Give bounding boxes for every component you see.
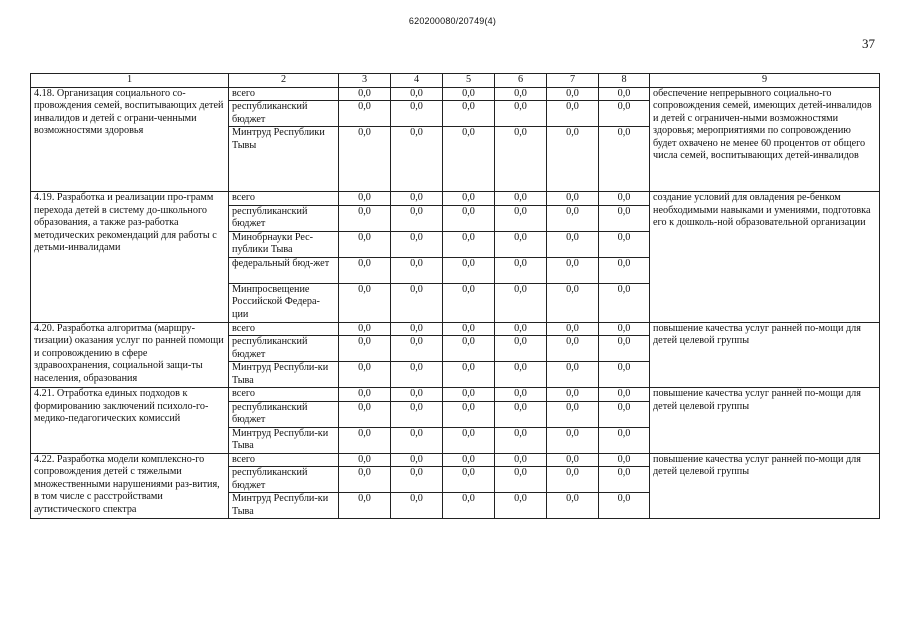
- expected-result: повышение качества услуг ранней по-мощи для детей целевой группы: [650, 388, 880, 454]
- value-cell: 0,0: [547, 257, 599, 283]
- funding-source: всего: [229, 192, 339, 206]
- value-cell: 0,0: [443, 336, 495, 362]
- measure-name: 4.19. Разработка и реализации про-грамм перехода детей в систему до-школьного образования, а также раз-работка методических рекомендаций для работы с детьми-инвалидами: [31, 192, 229, 323]
- value-cell: 0,0: [599, 401, 650, 427]
- value-cell: 0,0: [339, 205, 391, 231]
- value-cell: 0,0: [547, 427, 599, 453]
- funding-source: Минтруд Республи-ки Тыва: [229, 427, 339, 453]
- value-cell: 0,0: [391, 362, 443, 388]
- value-cell: 0,0: [391, 87, 443, 101]
- value-cell: 0,0: [547, 467, 599, 493]
- value-cell: 0,0: [495, 322, 547, 336]
- value-cell: 0,0: [339, 467, 391, 493]
- table-row: [31, 388, 880, 402]
- expected-result: повышение качества услуг ранней по-мощи для детей целевой группы: [650, 453, 880, 519]
- value-cell: 0,0: [547, 493, 599, 519]
- expected-result: обеспечение непрерывного социально-го сопровождения семей, имеющих детей-инвалидов и детей с ограничен-ными возможностями здоровья; мероприятиями по сопровождению будет охвачено не менее 60 процентов от общего числа семей, воспитывающих детей-инвалидов: [650, 87, 880, 192]
- measures-table: [30, 73, 880, 519]
- value-cell: 0,0: [443, 388, 495, 402]
- value-cell: 0,0: [391, 467, 443, 493]
- value-cell: 0,0: [339, 336, 391, 362]
- value-cell: 0,0: [443, 231, 495, 257]
- value-cell: 0,0: [495, 87, 547, 101]
- value-cell: 0,0: [443, 467, 495, 493]
- funding-source: Минобрнауки Рес-публики Тыва: [229, 231, 339, 257]
- value-cell: 0,0: [495, 467, 547, 493]
- value-cell: 0,0: [391, 427, 443, 453]
- value-cell: 0,0: [391, 127, 443, 192]
- value-cell: 0,0: [599, 322, 650, 336]
- column-numbers-row: [31, 74, 880, 88]
- value-cell: 0,0: [339, 322, 391, 336]
- column-header: 7: [547, 74, 599, 88]
- value-cell: 0,0: [599, 231, 650, 257]
- value-cell: 0,0: [495, 127, 547, 192]
- value-cell: 0,0: [391, 336, 443, 362]
- value-cell: 0,0: [599, 101, 650, 127]
- value-cell: 0,0: [443, 283, 495, 322]
- value-cell: 0,0: [547, 388, 599, 402]
- value-cell: 0,0: [547, 453, 599, 467]
- value-cell: 0,0: [495, 388, 547, 402]
- value-cell: 0,0: [547, 205, 599, 231]
- funding-source: всего: [229, 322, 339, 336]
- value-cell: 0,0: [391, 388, 443, 402]
- funding-source: Минтруд Республи-ки Тыва: [229, 362, 339, 388]
- value-cell: 0,0: [547, 127, 599, 192]
- value-cell: 0,0: [443, 493, 495, 519]
- measure-name: 4.18. Организация социального со-провождения семей, воспитывающих детей инвалидов и детей с ограни-ченными возможностями здоровья: [31, 87, 229, 192]
- value-cell: 0,0: [391, 401, 443, 427]
- funding-source: Минтруд Республики Тывы: [229, 127, 339, 192]
- value-cell: 0,0: [391, 205, 443, 231]
- value-cell: 0,0: [391, 192, 443, 206]
- value-cell: 0,0: [391, 231, 443, 257]
- funding-source: республиканский бюджет: [229, 336, 339, 362]
- value-cell: 0,0: [443, 453, 495, 467]
- value-cell: 0,0: [391, 101, 443, 127]
- value-cell: 0,0: [443, 192, 495, 206]
- funding-source: республиканский бюджет: [229, 467, 339, 493]
- value-cell: 0,0: [391, 322, 443, 336]
- value-cell: 0,0: [443, 205, 495, 231]
- value-cell: 0,0: [495, 336, 547, 362]
- funding-source: Минпросвещение Российской Федера-ции: [229, 283, 339, 322]
- funding-source: всего: [229, 453, 339, 467]
- value-cell: 0,0: [547, 362, 599, 388]
- value-cell: 0,0: [547, 401, 599, 427]
- value-cell: 0,0: [599, 388, 650, 402]
- value-cell: 0,0: [391, 257, 443, 283]
- value-cell: 0,0: [339, 362, 391, 388]
- value-cell: 0,0: [547, 336, 599, 362]
- funding-source: федеральный бюд-жет: [229, 257, 339, 283]
- value-cell: 0,0: [443, 362, 495, 388]
- table-row: [31, 322, 880, 336]
- table-row: [31, 87, 880, 101]
- value-cell: 0,0: [495, 283, 547, 322]
- value-cell: 0,0: [599, 127, 650, 192]
- column-header: 1: [31, 74, 229, 88]
- funding-source: всего: [229, 87, 339, 101]
- value-cell: 0,0: [495, 257, 547, 283]
- column-header: 9: [650, 74, 880, 88]
- value-cell: 0,0: [391, 283, 443, 322]
- column-header: 2: [229, 74, 339, 88]
- value-cell: 0,0: [547, 283, 599, 322]
- value-cell: 0,0: [339, 401, 391, 427]
- value-cell: 0,0: [339, 231, 391, 257]
- value-cell: 0,0: [495, 453, 547, 467]
- value-cell: 0,0: [495, 192, 547, 206]
- measure-name: 4.20. Разработка алгоритма (маршру-тизации) оказания услуг по ранней помощи и сопровождению в сфере здравоохранения, социальной защи-ты населения, образования: [31, 322, 229, 388]
- measure-name: 4.22. Разработка модели комплексно-го сопровождения детей с тяжелыми множественными нарушениями раз-вития, в том числе с расстройствами аутистического спектра: [31, 453, 229, 519]
- expected-result: создание условий для овладения ре-бенком необходимыми навыками и умениями, подготовка его к дошколь-ной образовательной организации: [650, 192, 880, 323]
- value-cell: 0,0: [599, 467, 650, 493]
- value-cell: 0,0: [495, 205, 547, 231]
- value-cell: 0,0: [339, 283, 391, 322]
- value-cell: 0,0: [599, 257, 650, 283]
- value-cell: 0,0: [443, 87, 495, 101]
- column-header: 3: [339, 74, 391, 88]
- value-cell: 0,0: [547, 322, 599, 336]
- value-cell: 0,0: [495, 101, 547, 127]
- measure-name: 4.21. Отработка единых подходов к формированию заключений психоло-го-медико-педагогических комиссий: [31, 388, 229, 454]
- value-cell: 0,0: [339, 257, 391, 283]
- value-cell: 0,0: [339, 127, 391, 192]
- funding-source: республиканский бюджет: [229, 205, 339, 231]
- column-header: 5: [443, 74, 495, 88]
- value-cell: 0,0: [599, 192, 650, 206]
- column-header: 8: [599, 74, 650, 88]
- value-cell: 0,0: [599, 493, 650, 519]
- funding-source: Минтруд Республи-ки Тыва: [229, 493, 339, 519]
- value-cell: 0,0: [495, 427, 547, 453]
- expected-result: повышение качества услуг ранней по-мощи для детей целевой группы: [650, 322, 880, 388]
- document-id: 620200080/20749(4): [408, 16, 497, 26]
- value-cell: 0,0: [495, 401, 547, 427]
- page-number: 37: [862, 36, 875, 51]
- value-cell: 0,0: [495, 362, 547, 388]
- column-header: 4: [391, 74, 443, 88]
- funding-source: республиканский бюджет: [229, 101, 339, 127]
- column-header: 6: [495, 74, 547, 88]
- value-cell: 0,0: [339, 453, 391, 467]
- value-cell: 0,0: [391, 493, 443, 519]
- table-row: [31, 453, 880, 467]
- value-cell: 0,0: [547, 87, 599, 101]
- value-cell: 0,0: [443, 322, 495, 336]
- value-cell: 0,0: [391, 453, 443, 467]
- value-cell: 0,0: [443, 101, 495, 127]
- value-cell: 0,0: [495, 231, 547, 257]
- value-cell: 0,0: [443, 427, 495, 453]
- value-cell: 0,0: [339, 493, 391, 519]
- funding-source: всего: [229, 388, 339, 402]
- value-cell: 0,0: [443, 127, 495, 192]
- value-cell: 0,0: [599, 453, 650, 467]
- value-cell: 0,0: [443, 257, 495, 283]
- value-cell: 0,0: [339, 192, 391, 206]
- value-cell: 0,0: [599, 336, 650, 362]
- value-cell: 0,0: [599, 205, 650, 231]
- value-cell: 0,0: [599, 283, 650, 322]
- value-cell: 0,0: [339, 87, 391, 101]
- value-cell: 0,0: [339, 388, 391, 402]
- value-cell: 0,0: [599, 87, 650, 101]
- value-cell: 0,0: [547, 231, 599, 257]
- value-cell: 0,0: [547, 101, 599, 127]
- value-cell: 0,0: [339, 101, 391, 127]
- funding-source: республиканский бюджет: [229, 401, 339, 427]
- value-cell: 0,0: [599, 362, 650, 388]
- value-cell: 0,0: [599, 427, 650, 453]
- value-cell: 0,0: [547, 192, 599, 206]
- value-cell: 0,0: [443, 401, 495, 427]
- value-cell: 0,0: [495, 493, 547, 519]
- value-cell: 0,0: [339, 427, 391, 453]
- table-row: [31, 192, 880, 206]
